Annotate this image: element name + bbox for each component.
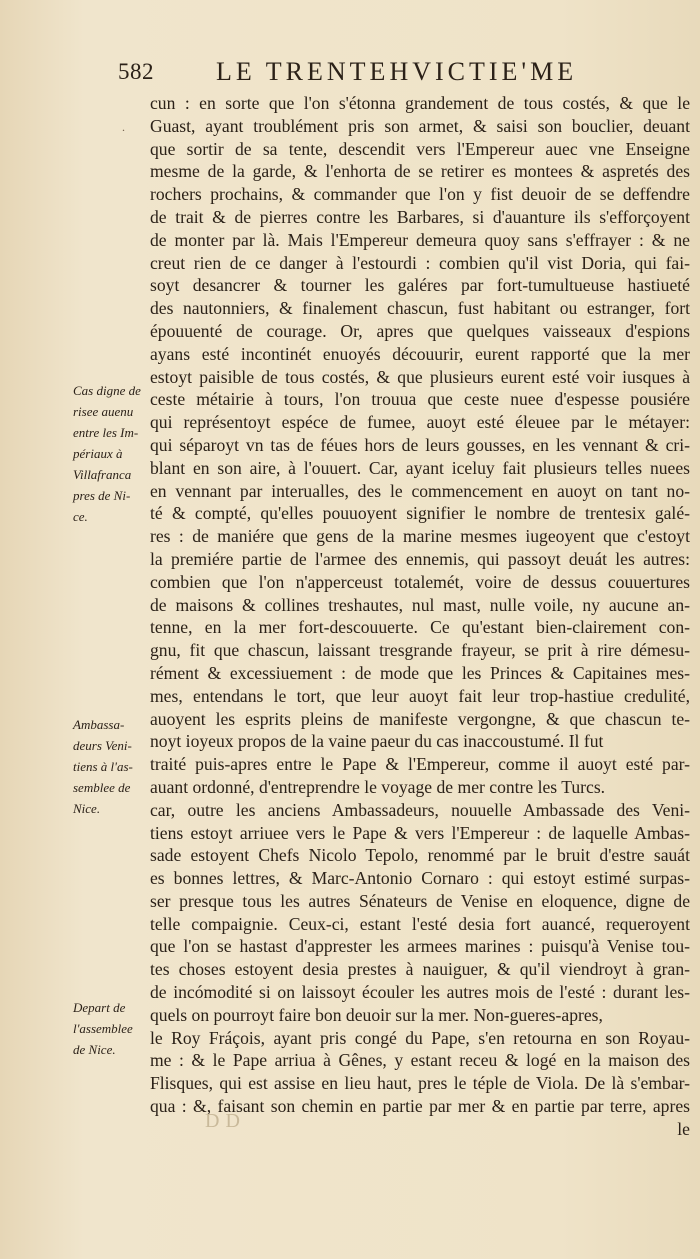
text-line: de monter par là. Mais l'Empereur demeura quoy sans s'effrayer : & ne <box>150 229 690 250</box>
margin-note-line: Nice. <box>73 801 101 816</box>
text-line: tenne, en la mer fort-descouuerte. Ce qu'estant bien-clairement con- <box>150 617 690 638</box>
text-line: le Roy Fráçois, ayant pris congé du Pape, s'en retourna en son Royau- <box>150 1027 690 1048</box>
text-line: que sortir de sa tente, descendit vers l'Empereur auec vne Enseigne <box>150 138 690 159</box>
margin-note-line: deurs Veni- <box>73 738 132 753</box>
text-line: combien que l'on n'apperceust totalemét, voire de dessus couuertures <box>150 571 690 592</box>
text-line: tes choses estoyent desia prestes à nauiguer, & qu'il viendroyt à gran- <box>150 959 690 980</box>
margin-note-line: de Nice. <box>73 1042 116 1057</box>
margin-note-line: Depart de <box>73 1000 126 1015</box>
text-line: estoyt paisible de tous costés, & que plusieurs eurent esté voir iusques à <box>150 366 690 387</box>
text-line: Guast, ayant troublément pris son armet, & saisi son bouclier, deuant <box>150 115 690 136</box>
text-line: noyt ioyeux propos de la vaine paeur du cas inaccoustumé. Il fut <box>150 731 604 752</box>
bleed-through-text: DD <box>205 1110 246 1132</box>
text-line: me : & le Pape arriua à Gênes, y estant receu & logé en la maison des <box>150 1050 690 1071</box>
margin-note-line: l'assemblee <box>73 1021 133 1036</box>
text-line: telle compaignie. Ceux-ci, estant l'esté desia fort auancé, requeroyent <box>150 913 690 934</box>
text-line: sade estoyent Chefs Nicolo Tepolo, renommé par le bruit d'estre sauát <box>150 845 690 866</box>
text-line: té & compté, qu'elles pouuoyent signifier le nombre de trentesix galé- <box>150 503 690 524</box>
text-line: de trait & de pierres contre les Barbares, si d'auanture ils s'efforçoyent <box>150 206 690 227</box>
margin-note-line: ce. <box>73 509 88 524</box>
text-line: épouuenté de courage. Or, apres que quelques vaisseaux d'espions <box>150 320 690 341</box>
text-line: auoyent les esprits pleins de manifeste vergongne, & que chascun te- <box>150 708 690 729</box>
margin-note-depart <box>73 997 153 1060</box>
margin-note-line: périaux à <box>73 446 123 461</box>
margin-note-ambassadeurs <box>73 714 153 819</box>
text-line: car, outre les anciens Ambassadeurs, nouuelle Ambassade des Veni- <box>150 799 690 820</box>
text-line: ayans esté incontinét enuoyés découurir, eurent rapporté que la mer <box>150 343 690 364</box>
text-line: de maisons & collines treshautes, nul mast, nulle voile, ny aucune an- <box>150 594 690 615</box>
text-line: tiens estoyt arriuee vers le Pape & vers l'Empereur : de laquelle Ambas- <box>150 822 690 843</box>
text-line: gnu, fit que chascun, laissant tresgrande frayeur, se prit à rire démesu- <box>150 640 690 661</box>
margin-note-line: Villafranca <box>73 467 132 482</box>
text-line: qui séparoyt vn tas de féues hors de leurs gousses, en les vennant & cri- <box>150 434 690 455</box>
text-line: mesme de la garde, & l'enhorta de se retirer es montees & aspretés des <box>150 161 690 182</box>
text-line: soyt desancrer & tourner les galéres par fort-tumultueuse hastiueté <box>150 275 690 296</box>
text-line: auant ordonné, d'entreprendre le voyage de mer contre les Turcs. <box>150 776 606 797</box>
text-line: ceste métairie à tours, l'on trouua que ceste nuee d'espesse pousiére <box>150 389 690 410</box>
margin-note-line: tiens à l'as- <box>73 759 133 774</box>
margin-note-line: semblee de <box>73 780 131 795</box>
margin-note-line: Ambassa- <box>73 717 125 732</box>
text-line: creut rien de ce danger à l'estourdi : combien qu'il vist Doria, qui fai- <box>150 252 690 273</box>
text-line: la premiére partie de l'armee des ennemis, qui passoyt deuát les autres: <box>150 548 690 569</box>
text-line: des nautonniers, & finalement chascun, fust habitant ou estranger, fort <box>150 298 690 319</box>
text-line: res : de maniére que gens de la marine mesmes iugeoyent que c'estoyt <box>150 526 690 547</box>
running-head: LE TRENTEHVICTIE'ME <box>216 57 578 86</box>
text-line: Flisques, qui est assise en lieu haut, pres le téple de Viola. De là s'embar- <box>150 1073 690 1094</box>
text-line: traité puis-apres entre le Pape & l'Empereur, comme il auoyt esté par- <box>150 754 690 775</box>
margin-note-line: Cas digne de <box>73 383 141 398</box>
text-line: qui représentoyt espéce de fumee, auoyt esté éleuee par le métayer: <box>150 412 690 433</box>
margin-note-villafranca <box>73 380 153 527</box>
text-line: qua : &, faisant son chemin en partie par mer & en partie par terre, apres <box>150 1096 690 1117</box>
margin-note-line: risee auenu <box>73 404 134 419</box>
margin-note-line: entre les Im- <box>73 425 139 440</box>
text-line: mes, entendans le tort, que leur auoyt fait leur trop-hastiue credulité, <box>150 685 690 706</box>
catchword: le <box>677 1118 690 1139</box>
body-text <box>150 92 690 1141</box>
text-line: en vennant par interualles, des le commencement en auoyt on tant no- <box>150 480 690 501</box>
margin-note-line: pres de Ni- <box>73 488 131 503</box>
text-line: ser presque tous les autres Sénateurs de Venise en eloquence, digne de <box>150 890 690 911</box>
page-header <box>118 55 688 89</box>
text-line: de incómodité si on laissoyt écouler les autres mois de l'esté : durant les- <box>150 982 690 1003</box>
margin-mark: . <box>122 120 125 134</box>
text-line: que l'on se hastast d'apprester les armees marines : puisqu'à Venise tou- <box>150 936 690 957</box>
text-line: quels on pourroyt faire bon deuoir sur la mer. Non-gueres-apres, <box>150 1004 603 1025</box>
text-line: rochers prochains, & commander que l'on y fist deuoir de se deffendre <box>150 184 690 205</box>
page-number: 582 <box>118 59 154 84</box>
text-line: blant en son aire, à l'ouuert. Car, ayant iceluy fait plusieurs telles nuees <box>150 457 690 478</box>
text-line: rément & excessiuement : de mode que les Princes & Capitaines mes- <box>150 662 690 683</box>
text-line: es bonnes lettres, & Marc-Antonio Cornaro : qui estoyt estimé surpas- <box>150 868 690 889</box>
text-line: cun : en sorte que l'on s'étonna grandement de tous costés, & que le <box>150 93 690 113</box>
